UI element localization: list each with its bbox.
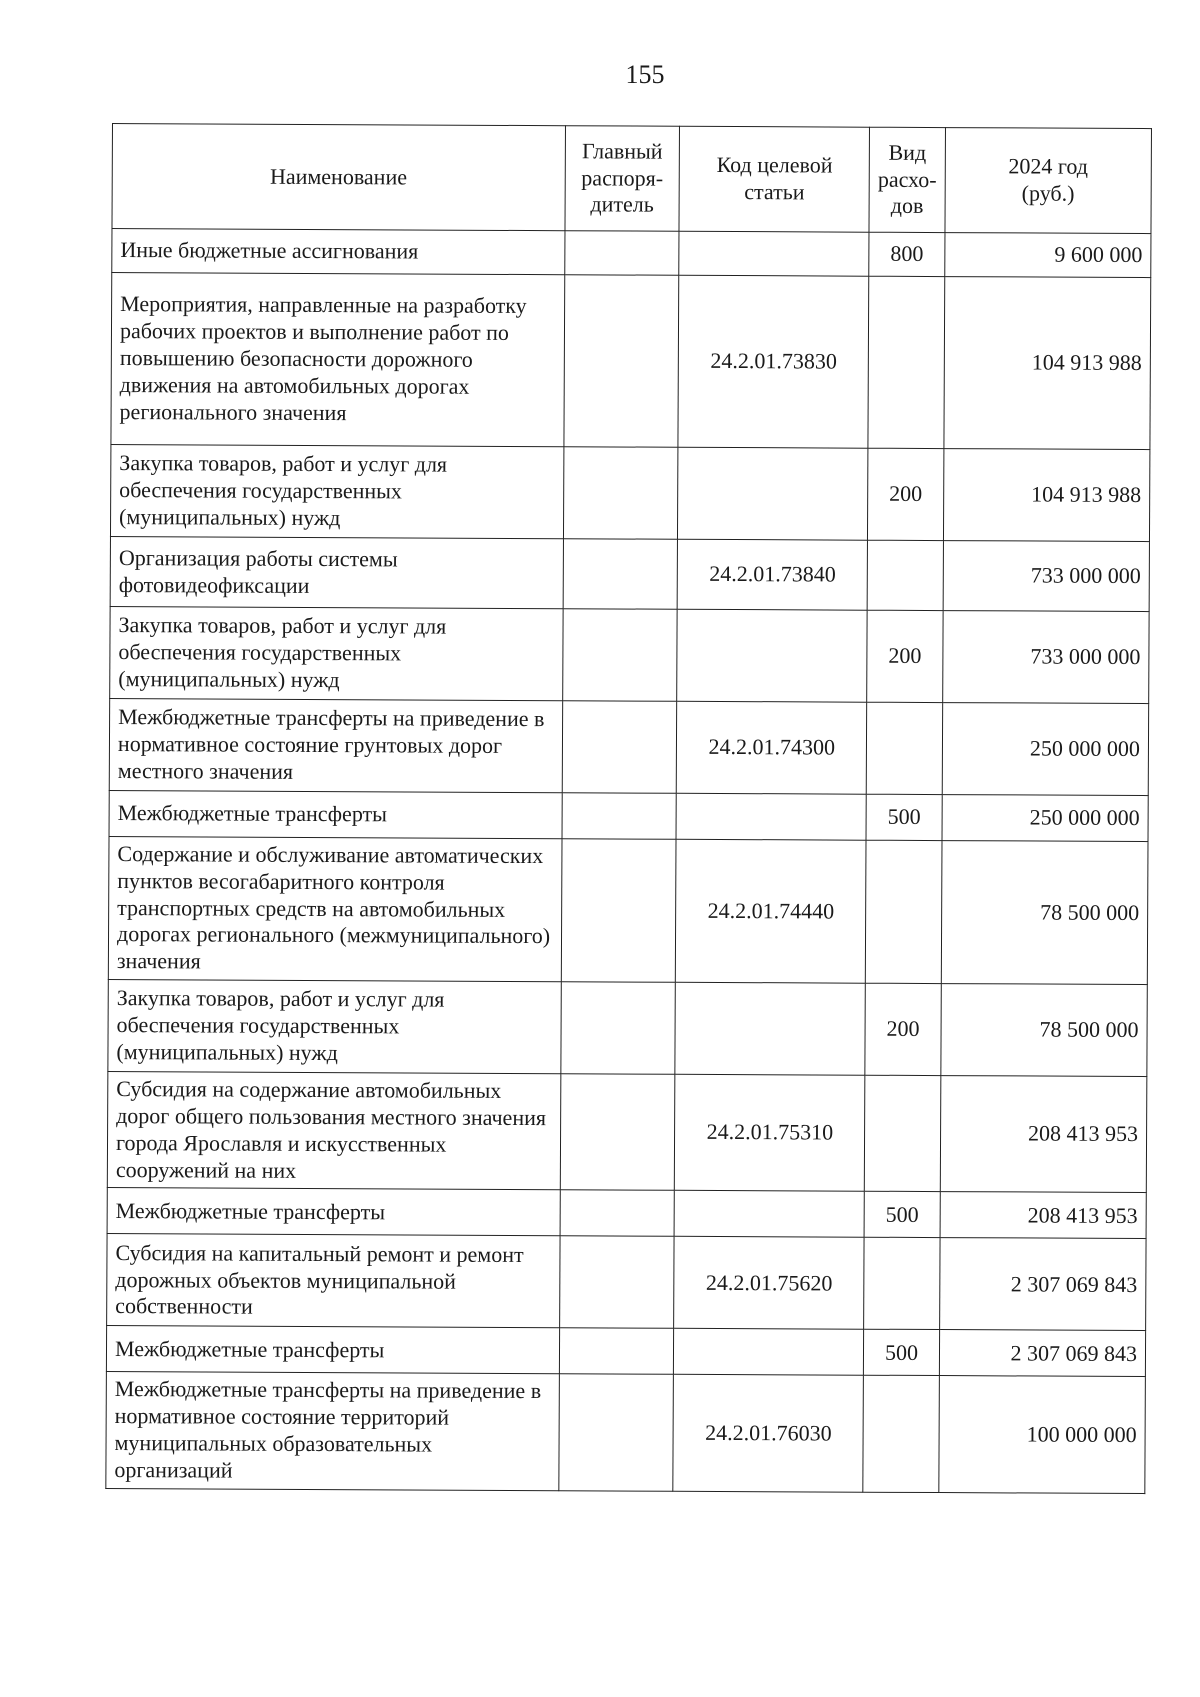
row-sum-cell: 2 307 069 843 (939, 1330, 1145, 1377)
row-sum-cell: 78 500 000 (941, 984, 1148, 1077)
table-row (109, 790, 1148, 841)
row-chief-manager-cell (560, 982, 675, 1075)
row-chief-manager-cell (562, 793, 677, 840)
table-row (107, 1234, 1146, 1331)
row-target-code-cell (679, 231, 869, 276)
header-year-sum: 2024 год (руб.) (945, 128, 1152, 234)
row-target-code-cell: 24.2.01.73830 (678, 275, 869, 448)
row-target-code-cell (677, 609, 867, 702)
row-chief-manager-cell (563, 447, 678, 540)
row-target-code-cell (675, 1191, 865, 1238)
row-target-code-cell: 24.2.01.73840 (678, 539, 868, 610)
table-header-row (112, 124, 1152, 234)
table-body (106, 229, 1151, 1494)
table-row (109, 698, 1148, 795)
row-chief-manager-cell (561, 839, 677, 983)
row-target-code-cell (675, 982, 865, 1075)
row-chief-manager-cell (563, 275, 679, 448)
page-number: 155 (625, 60, 665, 89)
row-name-cell: Субсидия на капитальный ремонт и ремонт дорожных объектов муниципальной собственности (107, 1234, 560, 1328)
row-target-code-cell: 24.2.01.74300 (677, 701, 867, 794)
row-sum-cell: 104 913 988 (943, 449, 1150, 542)
budget-table (105, 123, 1152, 1494)
row-expense-type-cell: 200 (867, 610, 943, 702)
row-name-cell: Закупка товаров, работ и услуг для обеспечения государственных (муниципальных) нужд (110, 444, 563, 538)
table-row (106, 1372, 1146, 1493)
row-name-cell: Межбюджетные трансферты (106, 1326, 559, 1374)
row-sum-cell: 208 413 953 (940, 1076, 1147, 1193)
row-name-cell: Содержание и обслуживание автоматических пунктов весогабаритного контроля транспортных средств на автомобильных дорогах регионального (межмуниципального) значения (108, 836, 561, 981)
row-chief-manager-cell (562, 609, 677, 702)
row-sum-cell: 208 413 953 (940, 1192, 1146, 1239)
row-target-code-cell: 24.2.01.76030 (673, 1375, 863, 1492)
row-expense-type-cell (865, 840, 941, 984)
row-sum-cell: 78 500 000 (941, 841, 1148, 985)
row-name-cell: Иные бюджетные ассигнования (112, 229, 565, 275)
row-name-cell: Закупка товаров, работ и услуг для обеспечения государственных (муниципальных) нужд (108, 980, 561, 1074)
row-target-code-cell: 24.2.01.75310 (675, 1074, 865, 1191)
row-chief-manager-cell (562, 701, 677, 794)
row-sum-cell: 100 000 000 (939, 1376, 1146, 1493)
row-chief-manager-cell (558, 1374, 673, 1491)
row-chief-manager-cell (560, 1190, 675, 1237)
row-expense-type-cell: 800 (869, 232, 945, 276)
row-sum-cell: 104 913 988 (944, 277, 1151, 450)
row-expense-type-cell (866, 702, 942, 794)
table-row (110, 444, 1149, 541)
table-row (106, 1326, 1145, 1377)
row-sum-cell: 250 000 000 (942, 795, 1148, 842)
row-sum-cell: 2 307 069 843 (939, 1238, 1146, 1331)
row-name-cell: Мероприятия, направленные на разработку рабочих проектов и выполнение работ по повышению безопасности дорожного движения на автомобильных дорогах регионального значения (111, 273, 564, 447)
table-row (112, 229, 1151, 278)
header-expense-type: Вид расхо- дов (869, 127, 945, 232)
header-chief-manager: Главный распоря- дитель (565, 126, 680, 232)
row-sum-cell: 9 600 000 (945, 233, 1151, 278)
row-expense-type-cell (864, 1075, 940, 1192)
row-expense-type-cell: 500 (866, 794, 942, 840)
row-target-code-cell: 24.2.01.74440 (676, 839, 866, 983)
table-row (110, 606, 1149, 703)
row-expense-type-cell (867, 540, 943, 610)
table-row (108, 836, 1148, 984)
table-row (107, 1188, 1146, 1239)
row-name-cell: Межбюджетные трансферты (109, 790, 562, 838)
header-target-code: Код целевой статьи (679, 126, 869, 232)
row-expense-type-cell: 200 (865, 983, 941, 1075)
row-name-cell: Межбюджетные трансферты на приведение в нормативное состояние территорий муниципальных образовательных организаций (106, 1372, 559, 1491)
row-chief-manager-cell (563, 539, 678, 610)
row-name-cell: Субсидия на содержание автомобильных дорог общего пользования местного значения города Ярославля и искусственных сооружений на них (107, 1072, 560, 1191)
row-target-code-cell (674, 1329, 864, 1376)
row-target-code-cell: 24.2.01.75620 (674, 1237, 864, 1330)
row-expense-type-cell: 500 (864, 1192, 940, 1238)
row-name-cell: Закупка товаров, работ и услуг для обеспечения государственных (муниципальных) нужд (110, 606, 563, 700)
row-expense-type-cell (864, 1238, 940, 1330)
table-row (108, 980, 1147, 1077)
row-chief-manager-cell (559, 1328, 674, 1375)
row-chief-manager-cell (564, 231, 679, 276)
header-name: Наименование (112, 124, 565, 231)
row-target-code-cell (678, 447, 868, 540)
table-row (107, 1072, 1147, 1193)
row-name-cell: Межбюджетные трансферты (107, 1188, 560, 1236)
row-target-code-cell (676, 793, 866, 840)
row-sum-cell: 250 000 000 (942, 703, 1149, 796)
row-chief-manager-cell (560, 1074, 675, 1191)
row-name-cell: Организация работы системы фотовидеофиксации (110, 536, 563, 608)
table-row (111, 273, 1151, 450)
row-name-cell: Межбюджетные трансферты на приведение в нормативное состояние грунтовых дорог местного значения (109, 698, 562, 792)
row-expense-type-cell: 200 (868, 448, 944, 540)
row-expense-type-cell: 500 (864, 1330, 940, 1376)
row-chief-manager-cell (559, 1236, 674, 1329)
row-expense-type-cell (863, 1376, 939, 1493)
table-row (110, 536, 1149, 611)
row-sum-cell: 733 000 000 (943, 541, 1149, 612)
row-expense-type-cell (868, 276, 945, 448)
row-sum-cell: 733 000 000 (943, 611, 1150, 704)
